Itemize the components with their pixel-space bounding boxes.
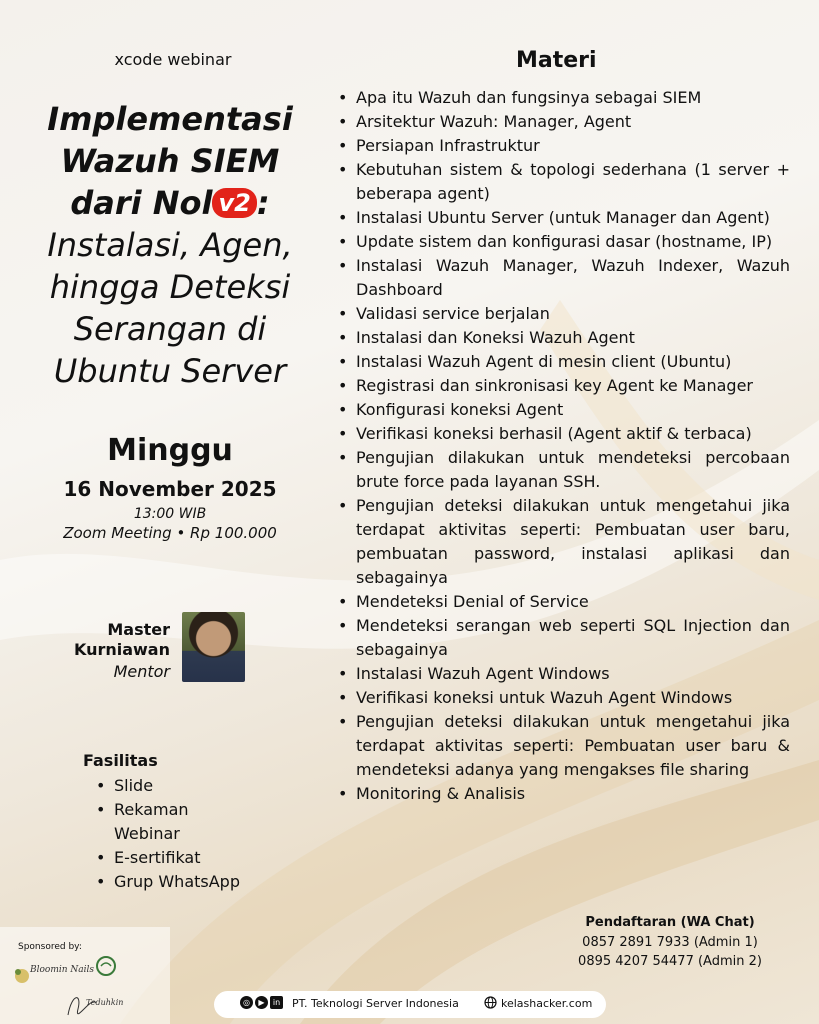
materi-item: • Arsitektur Wazuh: Manager, Agent — [338, 110, 790, 134]
materi-item: • Instalasi Wazuh Agent di mesin client (Ubuntu) — [338, 350, 790, 374]
materi-item: • Instalasi Wazuh Manager, Wazuh Indexer, Wazuh Dashboard — [338, 254, 790, 302]
materi-title: Materi — [516, 48, 597, 73]
title-line-3-prefix: dari Nol — [70, 184, 213, 222]
materi-item: • Pengujian dilakukan untuk mendeteksi percobaan brute force pada layanan SSH. — [338, 446, 790, 494]
event-venue-price: Zoom Meeting • Rp 100.000 — [63, 524, 277, 542]
materi-item: • Verifikasi koneksi berhasil (Agent aktif & terbaca) — [338, 422, 790, 446]
registration-contact-2: 0895 4207 54477 (Admin 2) — [578, 954, 762, 969]
title-line-4: Instalasi, Agen, — [47, 226, 293, 264]
fasilitas-item: • Grup WhatsApp — [96, 870, 256, 894]
materi-item: • Pengujian deteksi dilakukan untuk mengetahui jika terdapat aktivitas seperti: Pembuatan user baru, pembuatan password, instalasi aplikasi dan sebagainya — [338, 494, 790, 590]
materi-item: • Instalasi Wazuh Agent Windows — [338, 662, 790, 686]
title-line-3-suffix: : — [256, 184, 270, 222]
materi-item: • Konfigurasi koneksi Agent — [338, 398, 790, 422]
globe-icon — [484, 996, 497, 1009]
materi-item: • Instalasi Ubuntu Server (untuk Manager dan Agent) — [338, 206, 790, 230]
linkedin-icon[interactable]: in — [270, 996, 283, 1009]
materi-item: • Instalasi dan Koneksi Wazuh Agent — [338, 326, 790, 350]
title-line-5: hingga Deteksi — [49, 268, 291, 306]
title-line-6: Serangan di — [73, 310, 267, 348]
webinar-title — [20, 98, 320, 392]
sponsor-label: Sponsored by: — [18, 942, 82, 952]
fasilitas-title: Fasilitas — [83, 751, 158, 770]
youtube-icon[interactable]: ▶ — [255, 996, 268, 1009]
materi-item: • Persiapan Infrastruktur — [338, 134, 790, 158]
materi-item: • Pengujian deteksi dilakukan untuk mengetahui jika terdapat aktivitas seperti: Pembuatan user baru & mendeteksi adanya yang mengakses file sharing — [338, 710, 790, 782]
registration-title: Pendaftaran (WA Chat) — [585, 915, 755, 930]
title-line-3 — [20, 182, 320, 224]
materi-item: • Verifikasi koneksi untuk Wazuh Agent Windows — [338, 686, 790, 710]
event-time: 13:00 WIB — [133, 506, 207, 522]
instagram-icon[interactable]: ◎ — [240, 996, 253, 1009]
event-date: 16 November 2025 — [63, 477, 277, 501]
title-line-1: Implementasi — [47, 100, 293, 138]
company-name: PT. Teknologi Server Indonesia — [292, 997, 459, 1010]
sponsor-logo-text: Bloomin Nails — [30, 965, 95, 975]
sponsor-logo-text: Teduhkin — [86, 998, 124, 1007]
registration-contact-1: 0857 2891 7933 (Admin 1) — [582, 935, 758, 950]
event-day: Minggu — [107, 433, 233, 468]
materi-item: • Monitoring & Analisis — [338, 782, 790, 806]
materi-item: • Apa itu Wazuh dan fungsinya sebagai SIEM — [338, 86, 790, 110]
fasilitas-item: • Slide — [96, 774, 256, 798]
version-badge: v2 — [212, 188, 256, 218]
social-icons — [240, 996, 283, 1009]
mentor-role: Mentor — [113, 662, 170, 681]
fasilitas-item: • E-sertifikat — [96, 846, 256, 870]
mentor-photo — [182, 612, 245, 682]
teduhkin-logo — [62, 985, 132, 1019]
materi-item: • Update sistem dan konfigurasi dasar (hostname, IP) — [338, 230, 790, 254]
title-line-7: Ubuntu Server — [53, 352, 287, 390]
fasilitas-list — [96, 774, 256, 894]
organizer-label: xcode webinar — [114, 50, 232, 69]
fasilitas-item: • Rekaman Webinar — [96, 798, 209, 846]
title-line-2: Wazuh SIEM — [60, 142, 280, 180]
website-link[interactable]: kelashacker.com — [501, 997, 593, 1010]
materi-item: • Mendeteksi Denial of Service — [338, 590, 790, 614]
materi-item: • Validasi service berjalan — [338, 302, 790, 326]
materi-item: • Registrasi dan sinkronisasi key Agent ke Manager — [338, 374, 790, 398]
green-sponsor-logo — [94, 954, 118, 978]
mentor-name — [60, 620, 170, 660]
mentor-last-name: Kurniawan — [73, 640, 170, 659]
materi-item: • Kebutuhan sistem & topologi sederhana (1 server + beberapa agent) — [338, 158, 790, 206]
bloomin-nails-logo — [12, 958, 95, 992]
materi-item: • Mendeteksi serangan web seperti SQL Injection dan sebagainya — [338, 614, 790, 662]
materi-list — [338, 86, 790, 806]
mentor-first-name: Master — [107, 620, 170, 639]
